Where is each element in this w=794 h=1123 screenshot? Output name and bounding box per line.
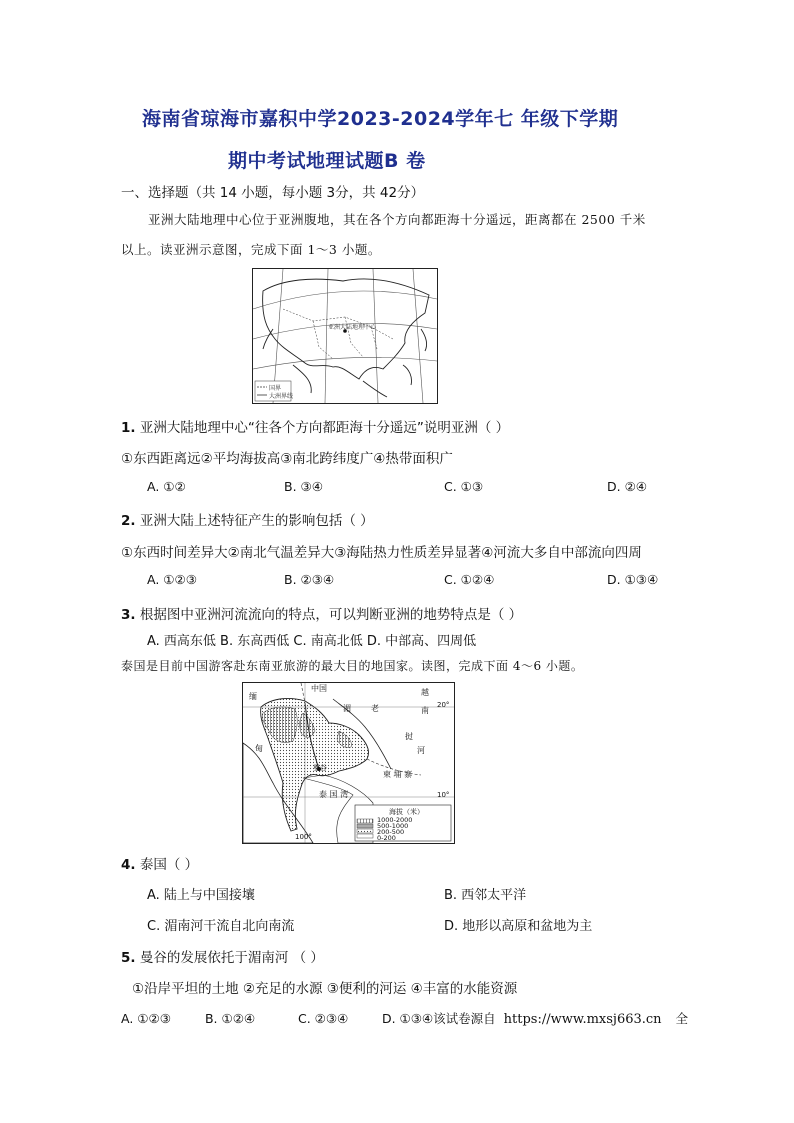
question-2-statements: ①东西时间差异大②南北气温差异大③海陆热力性质差异显著④河流大多自中部流向四周: [121, 545, 642, 561]
map-legend-item-2: 500-1000: [377, 822, 409, 830]
intro-paragraph-2: 以上。读亚洲示意图，完成下面 1～3 小题。: [121, 242, 381, 257]
map-label-laos-2: 挝: [405, 732, 413, 741]
map-label-lat-20: 20°: [437, 701, 450, 709]
q5-option-d[interactable]: D. ①③④: [381, 1011, 434, 1026]
question-3-number: 3.: [121, 607, 136, 623]
question-5-number: 5.: [121, 950, 136, 966]
title-line-2: 期中考试地理试题B 卷: [228, 150, 426, 172]
map-label-river: 河: [417, 746, 425, 755]
intro-paragraph-3: 泰国是目前中国游客赴东南亚旅游的最大目的地国家。读图，完成下面 4～6 小题。: [121, 659, 584, 673]
asia-map-center-label: 亚洲大陆地理中心: [328, 324, 377, 331]
question-1-statements: ①东西距离远②平均海拔高③南北跨纬度广④热带面积广: [121, 451, 453, 467]
map-label-vietnam-2: 南: [421, 706, 429, 715]
intro-paragraph-1: 亚洲大陆地理中心位于亚洲腹地，其在各个方向都距海十分遥远，距离都在 2500 千米: [148, 212, 646, 227]
q1-option-b[interactable]: B. ③④: [284, 479, 323, 494]
map-label-gulf: 泰 国 湾: [319, 790, 349, 799]
question-1-number: 1.: [121, 420, 136, 436]
question-5-statements: ①沿岸平坦的土地 ②充足的水源 ③便利的河运 ④丰富的水能资源: [132, 981, 518, 997]
q5-option-c[interactable]: C. ②③④: [297, 1011, 349, 1026]
q5-option-b[interactable]: B. ①②④: [204, 1011, 256, 1026]
q4-option-c[interactable]: C. 湄南河干流自北向南流: [147, 919, 295, 934]
question-5: [121, 946, 324, 966]
question-2-stem: 亚洲大陆上述特征产生的影响包括（ ）: [139, 513, 374, 529]
question-4-stem: 泰国（ ）: [139, 857, 199, 873]
map-label-china: 中国: [311, 684, 327, 693]
q2-option-a[interactable]: A. ①②③: [147, 572, 197, 587]
q4-option-b[interactable]: B. 西邻太平洋: [444, 888, 527, 903]
asia-map-legend-continent: 大洲界线: [269, 393, 294, 400]
question-1-stem: 亚洲大陆地理中心“往各个方向都距海十分遥远”说明亚洲（ ）: [139, 420, 510, 436]
question-2: [121, 509, 374, 529]
question-3-options[interactable]: A. 西高东低 B. 东高西低 C. 南高北低 D. 中部高、四周低: [147, 634, 477, 649]
question-5-stem: 曼谷的发展依托于湄南河 （ ）: [139, 950, 324, 966]
section-heading: 一、选择题（共 14 小题，每小题 3分，共 42分）: [121, 185, 425, 201]
question-1: [121, 416, 509, 436]
asia-map: [252, 268, 438, 404]
q1-option-a[interactable]: A. ①②: [147, 479, 186, 494]
q1-option-c[interactable]: C. ①③: [444, 479, 484, 494]
map-legend-item-1: 1000-2000: [377, 816, 413, 824]
question-5-options-row: [121, 1009, 688, 1027]
q1-option-d[interactable]: D. ②④: [607, 479, 647, 494]
map-label-lon-100: 100°: [295, 833, 312, 841]
q4-option-a[interactable]: A. 陆上与中国接壤: [147, 888, 255, 903]
asia-map-legend-border: 国界: [269, 385, 282, 392]
map-label-mekong: 湄: [343, 704, 351, 713]
title-line-1: 海南省琼海市嘉积中学2023-2024学年七 年级下学期: [142, 108, 619, 130]
question-4: [121, 853, 198, 873]
q5-trailing-text-2: 全: [675, 1011, 689, 1026]
map-legend-item-4: 0-200: [377, 834, 396, 842]
map-label-lat-10: 10°: [437, 791, 450, 799]
question-3: [121, 603, 522, 623]
question-3-stem: 根据图中亚洲河流流向的特点，可以判断亚洲的地势特点是（ ）: [139, 607, 523, 623]
q4-option-d[interactable]: D. 地形以高原和盆地为主: [444, 919, 593, 934]
map-label-bangkok: 曼谷: [313, 764, 327, 772]
q5-trailing-text: 该试卷源自: [433, 1011, 496, 1026]
q2-option-b[interactable]: B. ②③④: [284, 572, 335, 587]
q2-option-c[interactable]: C. ①②④: [444, 572, 495, 587]
question-2-number: 2.: [121, 513, 136, 529]
source-url-link[interactable]: https://www.mxsj663.cn: [503, 1012, 662, 1027]
map-label-laos-1: 老: [371, 704, 379, 713]
question-4-number: 4.: [121, 857, 136, 873]
map-label-cambodia: 柬 埔 寨: [383, 770, 413, 779]
thailand-map: [242, 682, 455, 844]
map-label-myanmar-2: 甸: [255, 744, 263, 753]
q5-option-a[interactable]: A. ①②③: [121, 1011, 171, 1026]
map-legend-item-3: 200-500: [377, 828, 405, 836]
map-label-vietnam-1: 越: [421, 688, 429, 697]
map-label-myanmar-1: 缅: [249, 692, 257, 701]
map-legend-title: 海拔（米）: [389, 808, 424, 816]
q2-option-d[interactable]: D. ①③④: [607, 572, 659, 587]
